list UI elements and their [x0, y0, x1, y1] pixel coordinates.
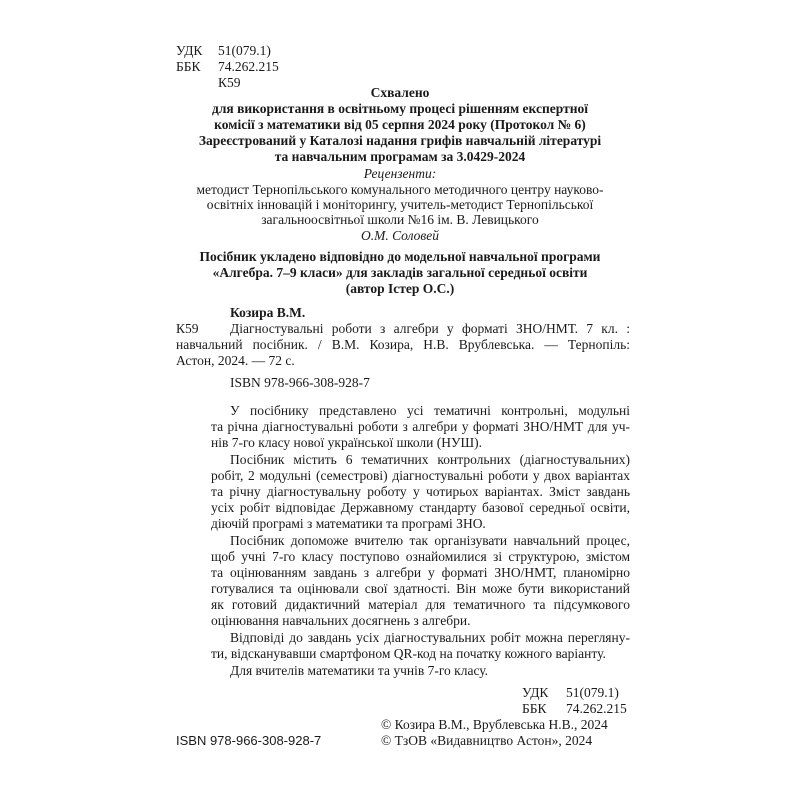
footer-bbk-value: 74.262.215 — [566, 701, 627, 716]
copyright-publisher: © ТзОВ «Видавництво Астон», 2024 — [381, 733, 593, 748]
footer-isbn: ISBN 978-966-308-928-7 — [176, 733, 322, 748]
udk-value: 51(079.1) — [218, 43, 271, 58]
abstract-line: усіх робіт відповідає Державному стандарту базової середньої освіти, — [211, 500, 630, 515]
approval-line: Зареєстрований у Каталозі надання грифів навчальній літературі — [198, 133, 602, 148]
bib-isbn: ISBN 978-966-308-928-7 — [230, 375, 370, 390]
abstract-line: готувалися та оцінювали свої здатності. Він може бути використаний — [211, 581, 630, 596]
abstract-line: робіт, 2 модульні (семестрові) діагностувальні роботи у двох варіантах — [211, 468, 630, 483]
abstract-line: щоб учні 7-го класу поступово ознайомилися зі структурою, змістом — [211, 549, 630, 564]
abstract-line: Посібник містить 6 тематичних контрольних (діагностувальних) — [230, 452, 630, 467]
program-line: «Алгебра. 7–9 класи» для закладів загальної середньої освіти — [212, 265, 588, 280]
abstract-line: оцінювання навчальних досягнень з алгебри. — [211, 613, 471, 628]
bib-mark: К59 — [176, 321, 199, 336]
approval-line: комісії з математики від 05 серпня 2024 року (Протокол № 6) — [214, 117, 586, 132]
abstract-line: та річну діагностувальну роботу у чотирьох варіантах. Зміст завдань — [211, 484, 630, 499]
udk-label: УДК — [176, 43, 203, 58]
bib-line: Діагностувальні роботи з алгебри у форматі ЗНО/НМТ. 7 кл. : — [230, 321, 630, 336]
reviewer-line: методист Тернопільського комунального методичного центру науково- — [196, 182, 604, 197]
abstract-line: та оцінюванням завдань з алгебри у форматі ЗНО/НМТ, планомірно — [211, 565, 630, 580]
abstract-line: та річна діагностувальні роботи з алгебри у форматі ЗНО/НМТ для уч- — [211, 419, 630, 434]
reviewer-name: О.М. Соловей — [360, 228, 440, 243]
approval-line: для використання в освітньому процесі рішенням експертної — [212, 101, 588, 116]
bbk-label: ББК — [176, 59, 201, 74]
footer-udk-label: УДК — [522, 685, 549, 700]
audience-line: Для вчителів математики та учнів 7-го класу. — [230, 663, 489, 678]
abstract-line: нів 7-го класу нової української школи (НУШ). — [211, 435, 483, 450]
approval-line: та навчальним програмам за 3.0429-2024 — [274, 149, 526, 164]
abstract-line: діючій програмі з математики та програмі ЗНО. — [211, 516, 486, 531]
bib-line: Астон, 2024. — 72 с. — [176, 353, 295, 368]
footer-udk-value: 51(079.1) — [566, 685, 619, 700]
reviewer-line: освітніх інновацій і моніторингу, учитель-методист Тернопільської — [206, 197, 594, 212]
abstract-line: як готовий дидактичний матеріал для тематичного та підсумкового — [211, 597, 630, 612]
program-line: (автор Істер О.С.) — [345, 281, 455, 296]
copyright-authors: © Козира В.М., Врублевська Н.В., 2024 — [381, 717, 608, 732]
abstract-line: У посібнику представлено усі тематичні контрольні, модульні — [230, 403, 630, 418]
reviewers-heading: Рецензенти: — [363, 166, 437, 181]
reviewer-line: загальноосвітньої школи №16 ім. В. Левицького — [261, 212, 539, 227]
bib-line: навчальний посібник. / В.М. Козира, Н.В. Врублевська. — Тернопіль: — [176, 337, 630, 352]
bbk-value: 74.262.215 — [218, 59, 279, 74]
footer-bbk-label: ББК — [522, 701, 547, 716]
abstract-line: Посібник допоможе вчителю так організувати навчальний процес, — [230, 533, 630, 548]
abstract-line: Відповіді до завдань усіх діагностувальних робіт можна переглянy- — [230, 630, 630, 645]
program-line: Посібник укладено відповідно до модельної навчальної програми — [199, 249, 601, 264]
abstract-line: ти, відсканувавши смартфоном QR-код на початку кожного варіанту. — [211, 646, 606, 661]
approval-title: Схвалено — [370, 85, 430, 100]
author-mark: К59 — [218, 75, 241, 90]
bib-author: Козира В.М. — [230, 305, 306, 320]
